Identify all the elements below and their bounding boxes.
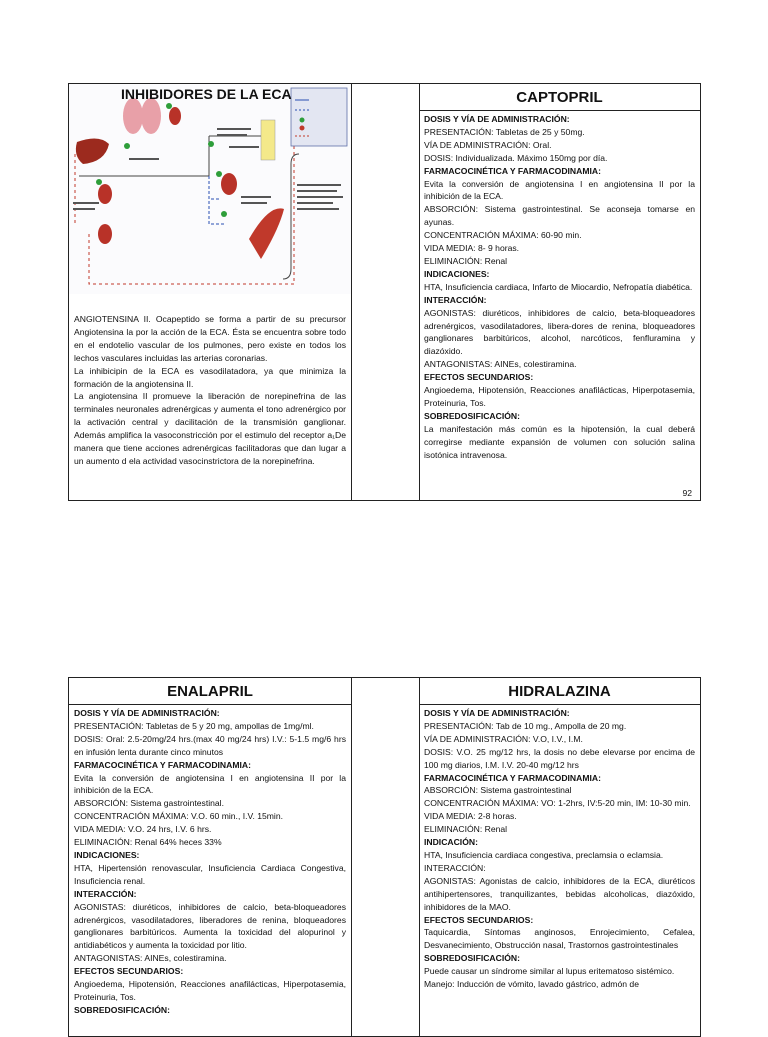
enalapril-title: ENALAPRIL [69,682,351,705]
text-line: AGONISTAS: diuréticos, inhibidores de calcio, beta-bloqueadores adrenérgicos, vasodilatadores, liberadores de renina, bloqueadores ganglionares barbitúricos. Aumenta la toxicidad del alopurinol y antidiabéticos y aumenta la toxicidad por litio. [74,901,346,951]
section-heading: SOBREDOSIFICACIÓN: [424,410,520,421]
text-line: ANTAGONISTAS: AINEs, colestiramina. [424,359,577,370]
receptor-box [261,120,275,160]
hidralazina-title: HIDRALAZINA [419,682,700,705]
page-number: 92 [682,488,692,498]
divider-left [351,84,352,500]
card-inhibidores-captopril [68,83,701,501]
legend-box [291,88,347,146]
text-line: CONCENTRACIÓN MÁXIMA: VO: 1-2hrs, IV:5-20 min, IM: 10-30 min. [424,798,691,809]
text-line: HTA, Hipertensión renovascular, Insuficiencia Cardiaca Congestiva, Insuficiencia renal. [74,862,346,886]
text-line: Manejo: Inducción de vómito, lavado gástrico, admón de [424,979,639,990]
eca-diagram [69,84,351,294]
paragraph: La angiotensina II promueve la liberación de norepinefrina de las terminales neuronales adrenérgicas y aumenta el tono adrenérgico por la activación central y dacilitación de la transmisión ganglionar. Además amplifica la vasoconstricción por el estimulo del receptor a₁De manera que tiene acciones adrenérgicas facilitadoras que dan lugar a un aumento d ela actividad vasocinstrictora de la norepinefrina. [74,391,346,466]
text-line: INTERACCIÓN: [424,862,486,873]
divider-left [351,678,352,1036]
section-heading: SOBREDOSIFICACIÓN: [424,953,520,964]
text-line: ELIMINACIÓN: Renal [424,824,508,835]
text-line: ABSORCIÓN: Sistema gastrointestinal. Se aconseja tomarse en ayunas. [424,204,695,228]
section-heading: INTERACCIÓN: [424,294,487,305]
text-line: DOSIS: Individualizada. Máximo 150mg por día. [424,152,608,163]
section-heading: FARMACOCINÉTICA Y FARMACODINAMIA: [424,165,601,176]
diagram-title: INHIBIDORES DE LA ECA [121,86,292,102]
section-heading: EFECTOS SECUNDARIOS: [424,914,534,925]
text-line: Evita la conversión de angiotensina I en angiotensina II por la inhibición de la ECA. [424,178,695,202]
text-line: PRESENTACIÓN: Tabletas de 5 y 20 mg, ampollas de 1mg/ml. [74,720,314,731]
text-line: ELIMINACIÓN: Renal [424,255,508,266]
text-line: VÍA DE ADMINISTRACIÓN: Oral. [424,139,552,150]
text-line: DOSIS: V.O. 25 mg/12 hrs, la dosis no debe elevarse por encima de 100 mg diarios, I.M. I.V. 20-40 mg/12 hrs [424,746,695,770]
text-line: AGONISTAS: Agonistas de calcio, inhibidores de la ECA, diuréticos antihipertensores, tranquilizantes, bebidas alcoholicas, diazóxido, inhibidores de la MAO. [424,875,695,912]
text-line: VIDA MEDIA: 8- 9 horas. [424,243,520,254]
text-line: HTA, Insuficiencia cardiaca, Infarto de Miocardio, Nefropatía diabética. [424,281,693,292]
section-heading: DOSIS Y VÍA DE ADMINISTRACIÓN: [424,708,570,718]
section-heading: EFECTOS SECUNDARIOS: [74,966,184,977]
text-line: PRESENTACIÓN: Tabletas de 25 y 50mg. [424,126,585,137]
text-line: VIDA MEDIA: 2-8 horas. [424,811,517,822]
text-line: VÍA DE ADMINISTRACIÓN: V.O, I.V., I.M. [424,733,583,744]
section-heading: FARMACOCINÉTICA Y FARMACODINAMIA: [74,759,251,770]
paragraph: La inhibicipin de la ECA es vasodilatadora, ya que minimiza la formación de la angiotensina II. [74,365,346,389]
raas-diagram-image [69,84,351,294]
kidney-right-icon [221,173,237,195]
enalapril-lines [74,707,346,1017]
text-line: Angioedema, Hipotensión, Reacciones anafilácticas, Hiperpotasemia, Proteinuria, Tos. [74,979,346,1002]
text-line: DOSIS: Oral: 2.5-20mg/24 hrs.(max 40 mg/24 hrs) I.V.: 5-1.5 mg/6 hrs en infusión lenta durante cinco minutos [74,733,346,757]
section-heading: SOBREDOSIFICACIÓN: [74,1004,170,1015]
text-line: ABSORCIÓN: Sistema gastrointestinal. [74,798,224,809]
section-heading: INDICACIONES: [424,268,490,279]
section-heading: DOSIS Y VÍA DE ADMINISTRACIÓN: [424,114,570,124]
text-line: Angioedema, Hipotensión, Reacciones anafilácticas, Hiperpotasemia, Proteinuria, Tos. [424,385,695,408]
captopril-lines [424,113,695,461]
text-line: HTA, Insuficiencia cardiaca congestiva, preclamsia o eclamsia. [424,849,664,860]
enalapril-column [69,678,351,1017]
section-heading: EFECTOS SECUNDARIOS: [424,372,534,383]
text-line: ELIMINACIÓN: Renal 64% heces 33% [74,837,222,848]
hidralazina-column [419,678,700,991]
section-heading: INDICACIONES: [74,849,140,860]
section-heading: FARMACOCINÉTICA Y FARMACODINAMIA: [424,772,601,783]
lung-right-icon [141,98,161,134]
text-line: CONCENTRACIÓN MÁXIMA: V.O. 60 min., I.V. 15min. [74,811,284,822]
captopril-column [419,84,700,461]
captopril-title: CAPTOPRIL [419,88,700,111]
text-line: ANTAGONISTAS: AINEs, colestiramina. [74,953,227,964]
text-line: Taquicardia, Síntomas anginosos, Enrojecimiento, Cefalea, Desvanecimiento, Obstrucción nasal, Trastornos gastrointestinales [424,927,695,951]
kidney-top-icon [169,107,181,125]
text-line: Evita la conversión de angiotensina I en angiotensina II por la inhibición de la ECA. [74,772,346,796]
text-line: La manifestación más común es la hipotensión, la cual deberá corregirse mediante expansión de volumen con solución salina isotónica intravenosa. [424,423,695,460]
kidney-mid-icon [98,184,112,204]
kidney-bottom-icon [98,224,112,244]
inhibidores-text-column [69,311,351,468]
lung-left-icon [123,98,143,134]
paragraph: ANGIOTENSINA II. Ocapeptido se forma a partir de su precursor Angiotensina la por la acción de la ECA. Ésta se encuentra sobre todo en el endotelio vascular de los pulmones, pero existe en todos los lechos vasculares incluidas las arterias coronarias. [74,314,346,363]
text-line: PRESENTACIÓN: Tab de 10 mg., Ampolla de 20 mg. [424,720,627,731]
section-heading: DOSIS Y VÍA DE ADMINISTRACIÓN: [74,708,220,718]
section-heading: INDICACIÓN: [424,837,478,848]
section-heading: INTERACCIÓN: [74,888,137,899]
hidralazina-lines [424,707,695,991]
text-line: Puede causar un síndrome similar al lupus eritematoso sistémico. [424,966,675,977]
text-line: AGONISTAS: diuréticos, inhibidores de calcio, beta-bloqueadores adrenérgicos, vasodilatadores, libera-dores de renina, bloqueadores ganglionares barbitúricos, alcohol, narcóticos, fenfluramina y diazóxido. [424,307,695,357]
text-line: ABSORCIÓN: Sistema gastrointestinal [424,785,572,796]
text-line: CONCENTRACIÓN MÁXIMA: 60-90 min. [424,230,582,241]
text-line: VIDA MEDIA: V.O. 24 hrs, I.V. 6 hrs. [74,824,212,835]
card-enalapril-hidralazina [68,677,701,1037]
